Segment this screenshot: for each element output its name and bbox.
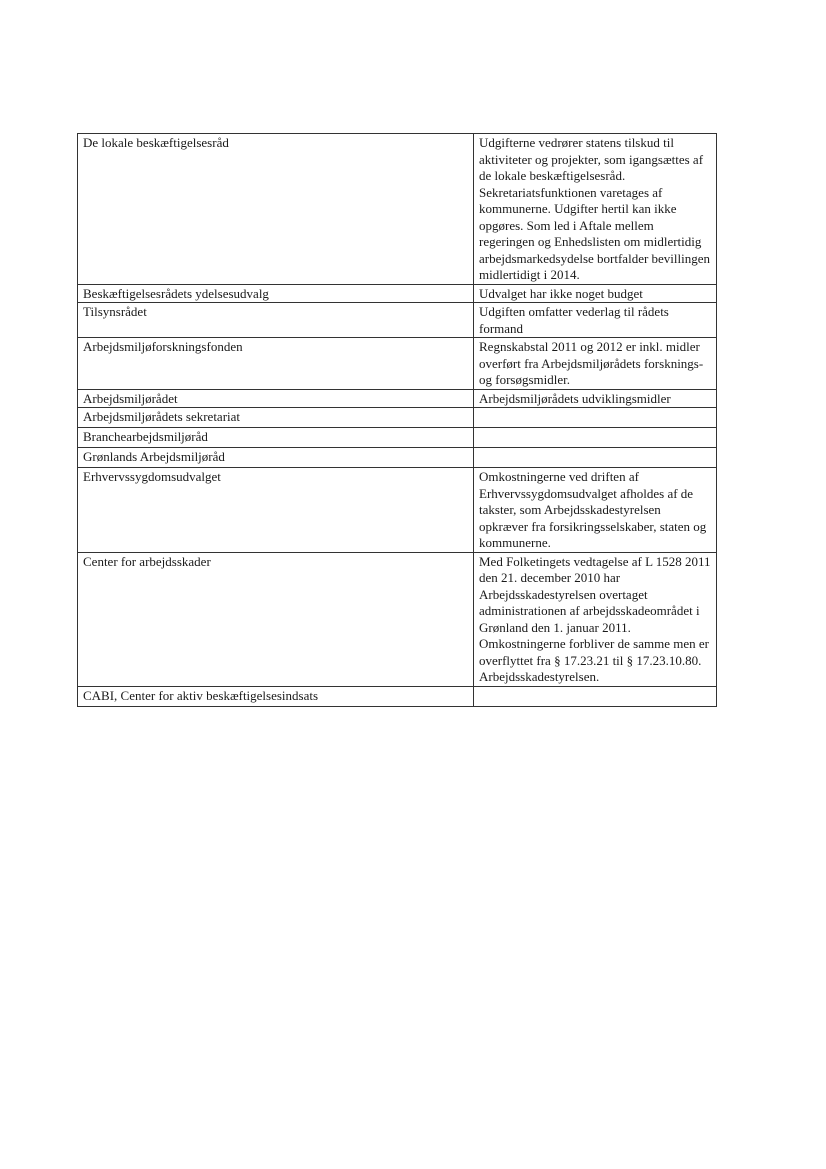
- table-row: [78, 284, 717, 303]
- table-row: [78, 448, 717, 468]
- row-name: Arbejdsmiljørådets sekretariat: [78, 408, 474, 428]
- row-note: Med Folketingets vedtagelse af L 1528 2011 den 21. december 2010 har Arbejdsskadestyrelsen overtaget administrationen af arbejdsskadeområdet i Grønland den 1. januar 2011. Omkostningerne forbliver de samme men er overflyttet fra § 17.23.21 til § 17.23.10.80. Arbejdsskadestyrelsen.: [474, 552, 717, 686]
- table-row: [78, 552, 717, 686]
- row-note: [474, 408, 717, 428]
- table-row: [78, 468, 717, 553]
- table-row: [78, 686, 717, 706]
- row-note: [474, 686, 717, 706]
- row-name: Arbejdsmiljøforskningsfonden: [78, 338, 474, 390]
- table-row: [78, 303, 717, 338]
- institutions-table: [77, 133, 717, 707]
- table-row: [78, 389, 717, 408]
- row-note: Omkostningerne ved driften af Erhvervssygdomsudvalget afholdes af de takster, som Arbejdsskadestyrelsen opkræver fra forsikringsselskaber, staten og kommunerne.: [474, 468, 717, 553]
- row-name: Tilsynsrådet: [78, 303, 474, 338]
- row-name: Erhvervssygdomsudvalget: [78, 468, 474, 553]
- row-name: Branchearbejdsmiljøråd: [78, 428, 474, 448]
- row-name: Grønlands Arbejdsmiljøråd: [78, 448, 474, 468]
- row-note: [474, 428, 717, 448]
- table-row: [78, 428, 717, 448]
- row-name: CABI, Center for aktiv beskæftigelsesindsats: [78, 686, 474, 706]
- row-name: Center for arbejdsskader: [78, 552, 474, 686]
- row-note: Udvalget har ikke noget budget: [474, 284, 717, 303]
- row-name: Arbejdsmiljørådet: [78, 389, 474, 408]
- row-note: [474, 448, 717, 468]
- row-name: Beskæftigelsesrådets ydelsesudvalg: [78, 284, 474, 303]
- row-note: Udgifterne vedrører statens tilskud til aktiviteter og projekter, som igangsættes af de lokale beskæftigelsesråd. Sekretariatsfunktionen varetages af kommunerne. Udgifter hertil kan ikke opgøres. Som led i Aftale mellem regeringen og Enhedslisten om midlertidig arbejdsmarkedsydelse bortfalder bevillingen midlertidigt i 2014.: [474, 134, 717, 285]
- row-note: Udgiften omfatter vederlag til rådets formand: [474, 303, 717, 338]
- row-note: Arbejdsmiljørådets udviklingsmidler: [474, 389, 717, 408]
- row-name: De lokale beskæftigelsesråd: [78, 134, 474, 285]
- row-note: Regnskabstal 2011 og 2012 er inkl. midler overført fra Arbejdsmiljørådets forsknings- og forsøgsmidler.: [474, 338, 717, 390]
- table-row: [78, 134, 717, 285]
- table-row: [78, 408, 717, 428]
- table-row: [78, 338, 717, 390]
